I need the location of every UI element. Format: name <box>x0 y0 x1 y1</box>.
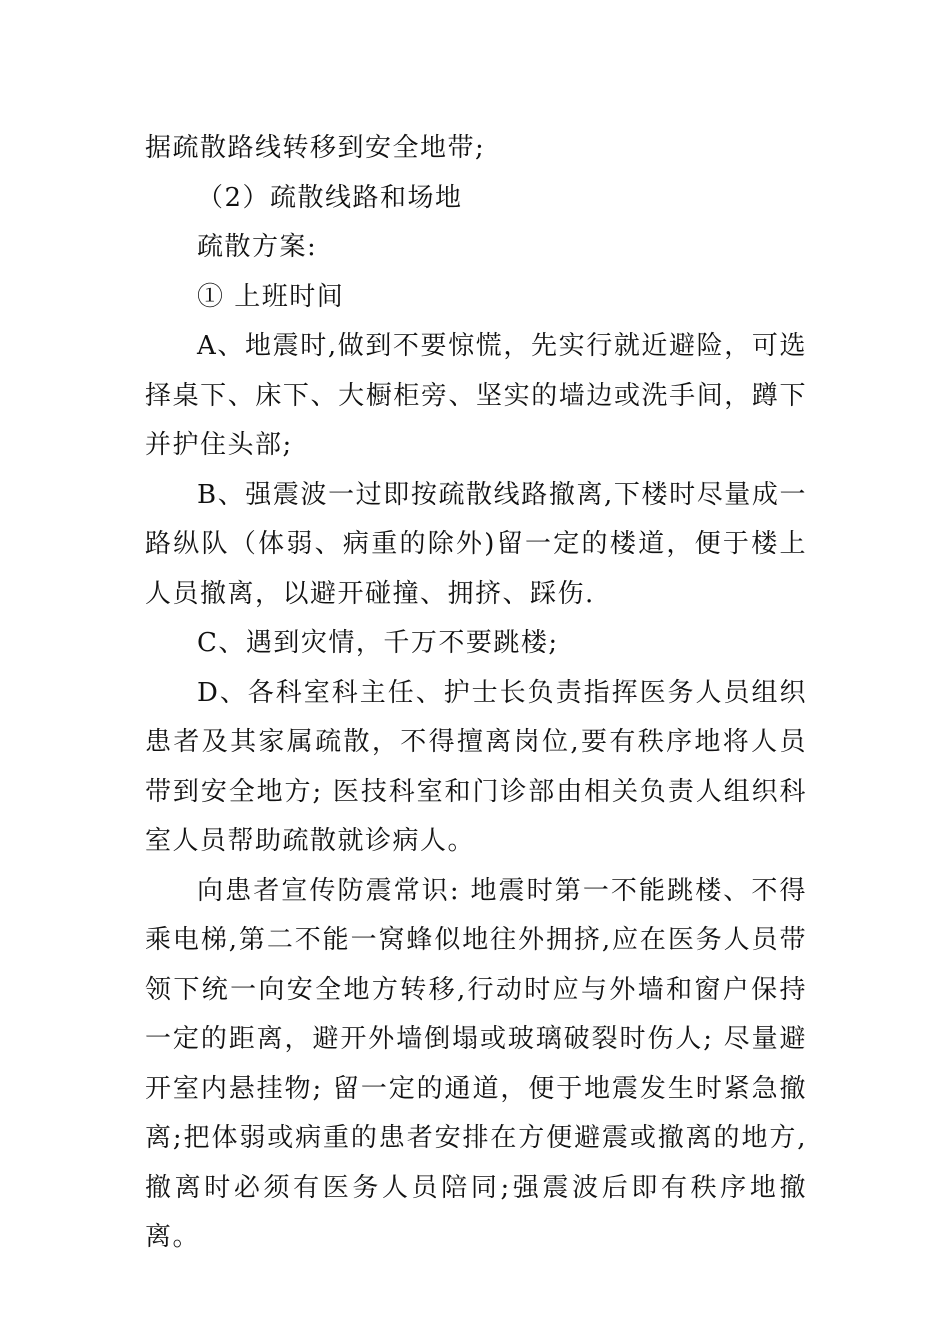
document-body <box>145 124 807 1263</box>
paragraph-item-d: D、各科室科主任、护士长负责指挥医务人员组织患者及其家属疏散，不得擅离岗位,要有秩序地将人员带到安全地方; 医技科室和门诊部由相关负责人组织科室人员帮助疏散就诊病人。 <box>145 677 807 856</box>
subheading-working-hours: ① 上班时间 <box>197 281 345 312</box>
section-heading-evacuation-routes: （2）疏散线路和场地 <box>197 182 463 213</box>
paragraph-patient-education: 向患者宣传防震常识: 地震时第一不能跳楼、不得乘电梯,第二不能一窝蜂似地往外拥挤,应在医务人员带领下统一向安全地方转移,行动时应与外墙和窗户保持一定的距离，避开外墙倒塌或玻璃破裂时伤人; 尽量避开室内悬挂物; 留一定的通道，便于地震发生时紧急撤离;把体弱或病重的患者安排在方便避震或撤离的地方,撤离时必须有医务人员陪同;强震波后即有秩序地撤离。 <box>145 875 807 1252</box>
paragraph-item-a: A、地震时,做到不要惊慌，先实行就近避险，可选择桌下、床下、大橱柜旁、坚实的墙边或洗手间，蹲下并护住头部; <box>145 331 807 460</box>
paragraph-continuation: 据疏散路线转移到安全地带; <box>145 133 486 163</box>
subheading-evacuation-plan: 疏散方案: <box>197 232 318 262</box>
paragraph-item-b: B、强震波一过即按疏散线路撤离,下楼时尽量成一路纵队（体弱、病重的除外)留一定的楼道，便于楼上人员撤离，以避开碰撞、拥挤、踩伤. <box>145 479 807 609</box>
paragraph-item-c: C、遇到灾情，千万不要跳楼; <box>197 628 559 658</box>
